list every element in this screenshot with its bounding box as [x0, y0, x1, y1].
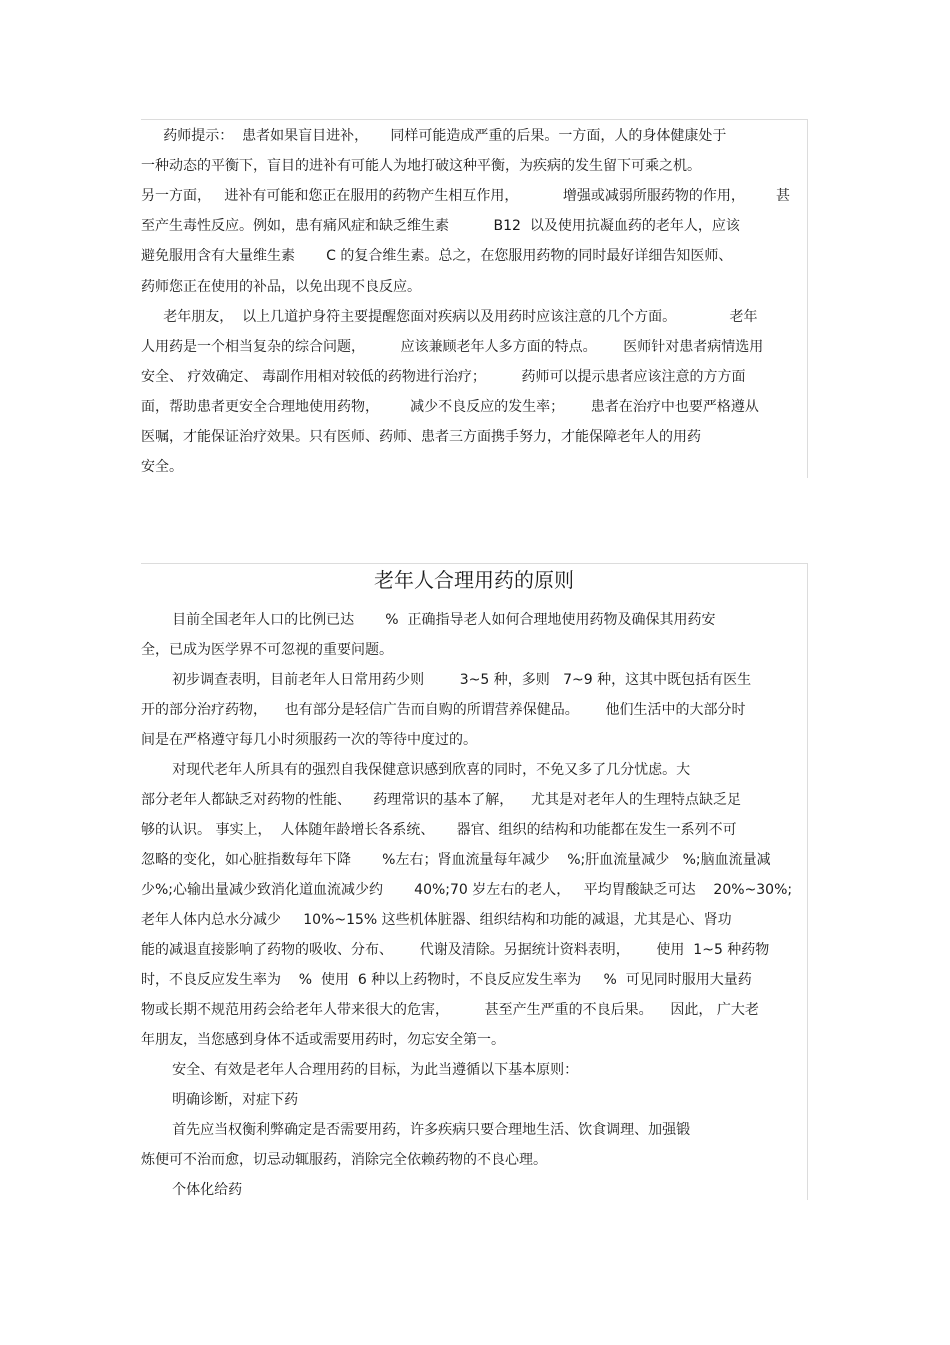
text-line: 药师您正在使用的补品，以免出现不良反应。: [141, 278, 421, 295]
text-section-pharmacist-tips: [141, 119, 808, 478]
text-line: 安全、有效是老年人合理用药的目标，为此当遵循以下基本原则：: [141, 1062, 579, 1078]
text-line: 另一方面， 进补有可能和您正在服用的药物产生相互作用， 增强或减弱所服药物的作用， 甚: [141, 188, 791, 205]
text-line: 间是在严格遵守每几小时须服药一次的等待中度过的。: [141, 732, 477, 748]
text-section-elderly-medication-principles: [141, 563, 808, 1200]
text-line: 个体化给药: [141, 1182, 243, 1198]
text-line: 少%;心输出量减少致消化道血流减少约 40%;70 岁左右的老人， 平均胃酸缺乏可达 20%~30%;: [141, 882, 793, 898]
text-line: 明确诊断，对症下药: [141, 1092, 299, 1108]
section-title: 老年人合理用药的原则: [374, 568, 574, 592]
text-line: 初步调查表明，目前老年人日常用药少则 3~5 种，多则 7~9 种，这其中既包括有医生: [141, 672, 752, 688]
text-line: 部分老年人都缺乏对药物的性能、 药理常识的基本了解， 尤其是对老年人的生理特点缺乏足: [141, 792, 742, 808]
text-line: 时，不良反应发生率为 % 使用 6 种以上药物时，不良反应发生率为 % 可见同时服用大量药: [141, 972, 752, 988]
text-line: 目前全国老年人口的比例已达 % 正确指导老人如何合理地使用药物及确保其用药安: [141, 612, 716, 628]
text-line: 一种动态的平衡下，盲目的进补有可能人为地打破这种平衡，为疾病的发生留下可乘之机。: [141, 158, 701, 175]
text-line: 安全、 疗效确定、 毒副作用相对较低的药物进行治疗； 药师可以提示患者应该注意的方方面: [141, 368, 746, 385]
text-line: 人用药是一个相当复杂的综合问题， 应该兼顾老年人多方面的特点。 医师针对患者病情选用: [141, 338, 764, 355]
text-line: 能的减退直接影响了药物的吸收、分布、 代谢及清除。另据统计资料表明， 使用 1~5 种药物: [141, 942, 770, 958]
text-line: 炼便可不治而愈，切忌动辄服药，消除完全依赖药物的不良心理。: [141, 1152, 547, 1168]
text-line: 老年人体内总水分减少 10%~15% 这些机体脏器、组织结构和功能的减退，尤其是心、肾功: [141, 912, 732, 928]
text-line: 首先应当权衡利弊确定是否需要用药，许多疾病只要合理地生活、饮食调理、加强锻: [141, 1122, 691, 1138]
text-line: 至产生毒性反应。例如，患有痛风症和缺乏维生素 B12 以及使用抗凝血药的老年人，应该: [141, 218, 740, 235]
text-line: 年朋友，当您感到身体不适或需要用药时，勿忘安全第一。: [141, 1032, 505, 1048]
text-line: 物或长期不规范用药会给老年人带来很大的危害， 甚至产生严重的不良后果。 因此， 广大老: [141, 1002, 759, 1018]
text-line: 对现代老年人所具有的强烈自我保健意识感到欣喜的同时，不免又多了几分忧虑。大: [141, 762, 691, 778]
text-line: 开的部分治疗药物， 也有部分是轻信广告而自购的所谓营养保健品。 他们生活中的大部分时: [141, 702, 746, 718]
text-line: 医嘱，才能保证治疗效果。只有医师、药师、患者三方面携手努力，才能保障老年人的用药: [141, 429, 701, 445]
text-line: 安全。: [141, 459, 183, 476]
text-line: 够的认识。 事实上， 人体随年龄增长各系统、 器官、组织的结构和功能都在发生一系列不可: [141, 822, 737, 838]
text-line: 避免服用含有大量维生素 C 的复合维生素。总之，在您服用药物的同时最好详细告知医师、: [141, 248, 733, 265]
text-line: 药师提示： 患者如果盲目进补， 同样可能造成严重的后果。一方面，人的身体健康处于: [141, 128, 727, 144]
text-line: 老年朋友， 以上几道护身符主要提醒您面对疾病以及用药时应该注意的几个方面。 老年: [141, 308, 758, 325]
text-line: 面，帮助患者更安全合理地使用药物， 减少不良反应的发生率； 患者在治疗中也要严格遵从: [141, 398, 759, 415]
text-line: 全，已成为医学界不可忽视的重要问题。: [141, 642, 393, 658]
text-line: 忽略的变化，如心脏指数每年下降 %左右；肾血流量每年减少 %;肝血流量减少 %;脑血流量减: [141, 852, 771, 868]
